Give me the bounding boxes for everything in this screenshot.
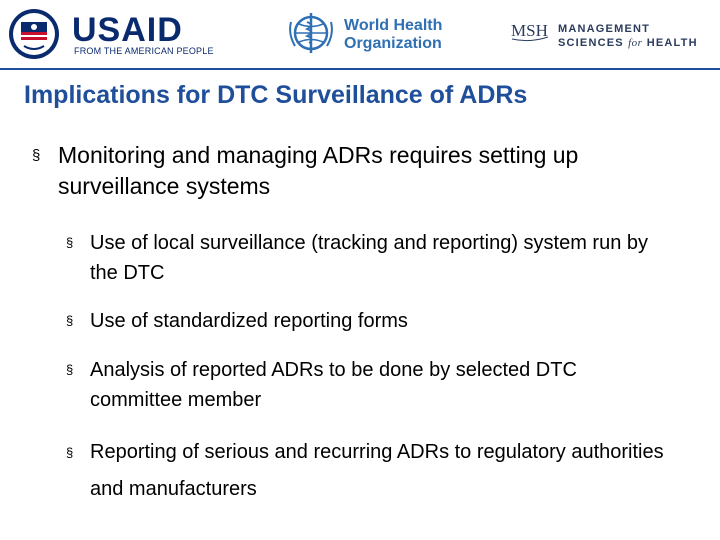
- msh-abbr: MSH: [511, 21, 548, 40]
- bullet-level1: [32, 140, 682, 202]
- sub-bullet-text: Reporting of serious and recurring ADRs to regulatory authorities and manufacturers: [90, 441, 664, 500]
- who-emblem-icon: [286, 10, 336, 56]
- usaid-wordmark: USAID: [72, 11, 183, 49]
- usaid-seal-icon: [8, 8, 60, 60]
- who-name: World Health Organization: [344, 17, 443, 52]
- bullet-marker-icon: §: [66, 362, 74, 377]
- sub-bullet-text: Use of standardized reporting forms: [90, 310, 408, 332]
- header-divider: [0, 68, 720, 70]
- bullet-marker-icon: §: [66, 445, 74, 460]
- bullet-marker-icon: §: [66, 235, 74, 250]
- logo-header: [0, 0, 720, 68]
- who-logo: [286, 8, 446, 60]
- slide-title: Implications for DTC Surveillance of ADRs: [24, 81, 528, 109]
- usaid-tagline: FROM THE AMERICAN PEOPLE: [74, 46, 214, 56]
- bullet-marker-icon: §: [66, 313, 74, 328]
- usaid-logo: [8, 8, 214, 60]
- sub-bullet: [66, 228, 666, 288]
- msh-logo: [510, 8, 710, 60]
- bullet-marker-icon: §: [32, 147, 41, 164]
- sub-bullet-text: Analysis of reported ADRs to be done by selected DTC committee member: [90, 359, 577, 411]
- sub-bullet: [66, 434, 666, 508]
- sub-bullet-text: Use of local surveillance (tracking and reporting) system run by the DTC: [90, 232, 649, 284]
- msh-name: MANAGEMENT SCIENCES for HEALTH: [558, 23, 698, 49]
- msh-monogram-icon: [510, 15, 550, 43]
- bullet-text: Monitoring and managing ADRs requires setting up surveillance systems: [58, 142, 579, 199]
- sub-bullet: [66, 355, 666, 415]
- sub-bullet: [66, 306, 666, 336]
